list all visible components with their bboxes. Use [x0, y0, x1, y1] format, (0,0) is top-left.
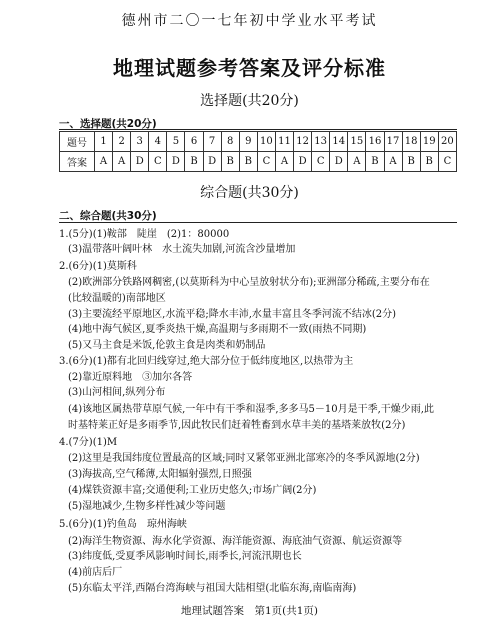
answer-subline: (3)温带落叶阔叶林 水土流失加剧,河流含沙量增加	[68, 244, 296, 255]
question-number-cell: 1	[95, 132, 113, 152]
answer-subline: (3)海拔高,空气稀薄,太阳辐射强烈,日照强	[68, 469, 252, 480]
answer-cell: C	[312, 152, 330, 172]
answer-cell: D	[330, 152, 348, 172]
question-number-cell: 18	[402, 132, 420, 152]
answer-cell: B	[239, 152, 257, 172]
answer-subline: (2)海洋生物资源、海水化学资源、海洋能资源、海底油气资源、航运资源等	[68, 536, 403, 547]
section1-subtitle: 选择题(共20分)	[200, 93, 299, 109]
answer-subline: (3)纬度低,受夏季风影响时间长,雨季长,河流汛期也长	[68, 551, 302, 562]
question-answer-line: 3.(6分)(1)都有北回归线穿过,绝大部分位于低纬度地区,以热带为主	[59, 356, 354, 367]
section1-rule	[59, 129, 457, 130]
question-answer-line: 2.(6分)(1)莫斯科	[59, 261, 137, 272]
question-number-cell: 4	[149, 132, 167, 152]
answer-cell: B	[366, 152, 384, 172]
question-number-cell: 14	[330, 132, 348, 152]
answer-cell: D	[131, 152, 149, 172]
answer-subline: (3)主要流经平原地区,水流平稳;降水丰沛,水量丰富且冬季河流不结冰(2分)	[68, 309, 397, 320]
answer-cell: A	[275, 152, 293, 172]
question-number-cell: 7	[203, 132, 221, 152]
answer-cell: B	[185, 152, 203, 172]
section2-label: 二、综合题(共30分)	[59, 210, 157, 222]
page-footer: 地理试题答案 第1页(共1页)	[180, 605, 319, 617]
row-label-number: 题号	[60, 132, 95, 152]
question-number-cell: 2	[113, 132, 131, 152]
answer-row	[60, 152, 457, 172]
question-number-cell: 20	[438, 132, 456, 152]
question-answer-line: 5.(6分)(1)钓鱼岛 琼州海峡	[59, 519, 187, 530]
answer-cell: C	[257, 152, 275, 172]
section2-subtitle: 综合题(共30分)	[200, 185, 299, 201]
question-answer-line: 1.(5分)(1)鞍部 陡崖 (2)1：80000	[59, 229, 230, 240]
answer-subline: (5)湿地减少,生物多样性减少等问题	[68, 501, 226, 512]
question-number-cell: 16	[366, 132, 384, 152]
section2-rule	[59, 222, 457, 223]
answer-subline: (4)煤铁资源丰富;交通便利;工业历史悠久;市场广阔(2分)	[68, 485, 317, 496]
answer-cell: D	[203, 152, 221, 172]
question-number-cell: 17	[384, 132, 402, 152]
answer-cell: B	[221, 152, 239, 172]
answer-cell: A	[348, 152, 366, 172]
answer-cell: D	[167, 152, 185, 172]
answer-subline: (2)这里是我国纬度位置最高的区域;同时又紧邻亚洲北部寒冷的冬季风源地(2分)	[68, 453, 420, 464]
row-label-answer: 答案	[60, 152, 95, 172]
answer-subline: 时基特莱正好是多雨季节,因此牧民们赶着牲畜到水草丰美的基塔莱放牧(2分)	[68, 420, 406, 431]
answer-cell: B	[420, 152, 438, 172]
document-title: 地理试题参考答案及评分标准	[113, 56, 386, 80]
answer-subline: (4)该地区属热带草原气候,一年中有干季和湿季,多多马5－10月是干季,干燥少雨,此	[68, 404, 434, 415]
answer-cell: A	[95, 152, 113, 172]
question-number-cell: 11	[275, 132, 293, 152]
question-number-cell: 9	[239, 132, 257, 152]
question-number-cell: 10	[257, 132, 275, 152]
answer-cell: B	[402, 152, 420, 172]
question-number-row	[60, 132, 457, 152]
question-number-cell: 8	[221, 132, 239, 152]
answer-subline: (2)靠近原料地 ③加尔各答	[68, 372, 193, 383]
answer-subline: (2)欧洲部分铁路网稠密,(以莫斯科为中心呈放射状分布);亚洲部分稀疏,主要分布在	[68, 277, 430, 288]
question-number-cell: 3	[131, 132, 149, 152]
question-number-cell: 19	[420, 132, 438, 152]
question-answer-line: 4.(7分)(1)M	[59, 437, 118, 448]
answer-subline: (3)山河相间,纵列分布	[68, 387, 166, 398]
question-number-cell: 12	[294, 132, 312, 152]
answer-subline: (比较温暖的)南部地区	[68, 293, 166, 304]
question-number-cell: 13	[312, 132, 330, 152]
answer-cell: C	[149, 152, 167, 172]
answer-cell: C	[438, 152, 456, 172]
answer-cell: A	[384, 152, 402, 172]
question-number-cell: 5	[167, 132, 185, 152]
answer-table	[59, 131, 457, 172]
answer-subline: (5)又马主食是米饭,伦敦主食是肉类和奶制品	[68, 340, 266, 351]
question-number-cell: 15	[348, 132, 366, 152]
question-number-cell: 6	[185, 132, 203, 152]
answer-subline: (4)地中海气候区,夏季炎热干燥,高温期与多雨期不一致(雨热不同期)	[68, 324, 367, 335]
exam-header: 德州市二〇一七年初中学业水平考试	[121, 13, 378, 29]
answer-cell: D	[294, 152, 312, 172]
answer-subline: (5)东临太平洋,西隔台湾海峡与祖国大陆相望(北临东海,南临南海)	[68, 583, 357, 594]
answer-cell: A	[113, 152, 131, 172]
answer-subline: (4)前店后厂	[68, 567, 123, 578]
section1-label: 一、选择题(共20分)	[59, 118, 157, 130]
